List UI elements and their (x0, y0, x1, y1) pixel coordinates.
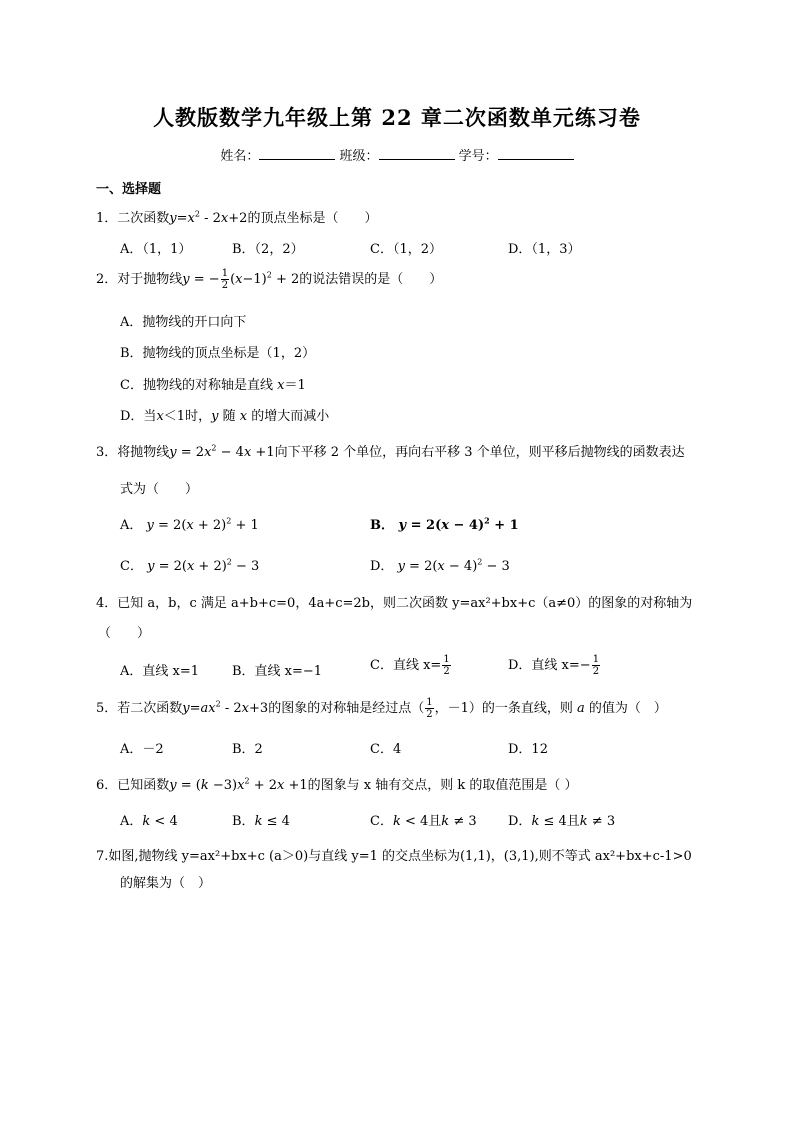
question-4: 4．已知 a，b，c 满足 a+b+c=0，4a+c=2b，则二次函数 y=ax²+bx+c（a≠0）的图象的对称轴为 (96, 596, 693, 611)
name-blank[interactable] (259, 148, 335, 160)
q6-option-c: C．k < 4且k ≠ 3 (370, 814, 477, 829)
q4-option-d: D．直线 x=− $\frac{1}{2}$ (508, 654, 600, 677)
q6-option-b: B．k ≤ 4 (232, 814, 290, 829)
q1-suffix: 的顶点坐标是（ ） (247, 211, 378, 226)
id-blank[interactable] (498, 148, 574, 160)
question-3: 3．将抛物线$y = 2x^2 - 4x +1$向下平移 2 个单位，再向右平移 3 个单位，则平移后抛物线的函数表达 (96, 443, 685, 460)
q6-option-a: A．k < 4 (120, 814, 178, 829)
q4-line2: （ ） (98, 626, 151, 641)
q6-option-d: D．k ≤ 4且k ≠ 3 (508, 814, 616, 829)
q5-option-a: A．－2 (120, 742, 164, 757)
question-6: 6．已知函数$y = (k -3)x^2 + 2x +1$的图象与 x 轴有交点，则 k 的取值范围是（ ） (96, 776, 578, 793)
q5-option-b: B．2 (232, 742, 263, 757)
q3-option-a: A． $y = 2(x + 2)^2 + 1$ (120, 516, 259, 533)
q4-option-c: C．直线 x= $\frac{1}{2}$ (370, 654, 450, 677)
name-label: 姓名： (220, 149, 260, 164)
q3-option-b: B． $y = 2(x - 4)^2 + 1$ (370, 515, 519, 533)
q2-option-a: A．抛物线的开口向下 (120, 315, 247, 330)
class-label: 班级： (339, 149, 379, 164)
q4-option-b: B．直线 x=−1 (232, 664, 323, 679)
q2-option-b: B．抛物线的顶点坐标是（1，2） (120, 346, 316, 361)
section-heading: 一、选择题 (96, 182, 162, 197)
question-5: 5．若二次函数$y=ax^2 - 2x+3$的图象的对称轴是经过点（ $\frac{1}{2}$ ，－1）的一条直线，则 a 的值为（ ） (96, 697, 667, 720)
question-7: 7.如图,抛物线 y=ax²+bx+c (a＞0)与直线 y=1 的交点坐标为(1,1)，(3,1),则不等式 ax²+bx+c-1>0 (96, 849, 692, 864)
q3-prefix: 3．将抛物线 (96, 445, 170, 460)
id-label: 学号： (458, 149, 498, 164)
question-1: 1．二次函数$y=x^2 - 2x+2$的顶点坐标是（ ） (96, 209, 378, 226)
q5-suffix: ，－1）的一条直线，则 (434, 701, 573, 716)
q2-fraction: $\frac{1}{2}$ (221, 268, 229, 291)
q3-line2: 式为（ ） (120, 482, 199, 497)
q5-middle: 的图象的对称轴是经过点（ (268, 701, 425, 716)
q3-suffix: 向下平移 2 个单位，再向右平移 3 个单位，则平移后抛物线的函数表达 (274, 445, 685, 460)
q1-option-d: D．（1，3） (508, 242, 581, 257)
q1-option-c: C．（1，2） (370, 242, 442, 257)
q2-option-d: D．当x＜1时，y 随 x 的增大而减小 (120, 409, 330, 424)
q2-prefix: 2．对于抛物线 (96, 272, 183, 287)
q3-option-d: D． $y = 2(x - 4)^2 - 3$ (370, 557, 510, 574)
q2-option-c: C．抛物线的对称轴是直线 x＝1 (120, 378, 306, 393)
q5-option-c: C．4 (370, 742, 402, 757)
q2-suffix: 的说法错误的是（ ） (299, 272, 443, 287)
q5-option-d: D．12 (508, 742, 548, 757)
page-title: 人教版数学九年级上第 22 章二次函数单元练习卷 (153, 105, 641, 130)
question-2: 2．对于抛物线y = − $\frac{1}{2}$ $(x-1)^2 + 2$的说法错误的是（ ） (96, 268, 443, 291)
q4-option-a: A．直线 x=1 (120, 664, 200, 679)
q5-prefix: 5．若二次函数 (96, 701, 183, 716)
q3-option-c: C． $y = 2(x + 2)^2 - 3$ (120, 557, 260, 574)
q1-option-a: A．（1，1） (120, 242, 192, 257)
q1-prefix: 1．二次函数 (96, 211, 170, 226)
q1-formula: y (169, 211, 177, 226)
student-info-line (0, 145, 794, 164)
q5-suffix2: 的值为（ ） (588, 701, 667, 716)
q6-prefix: 6．已知函数 (96, 778, 170, 793)
q6-suffix: 的图象与 x 轴有交点，则 k 的取值范围是（ ） (307, 778, 578, 793)
q7-line2: 的解集为（ ） (120, 876, 212, 891)
q1-option-b: B．（2，2） (232, 242, 304, 257)
class-blank[interactable] (379, 148, 455, 160)
